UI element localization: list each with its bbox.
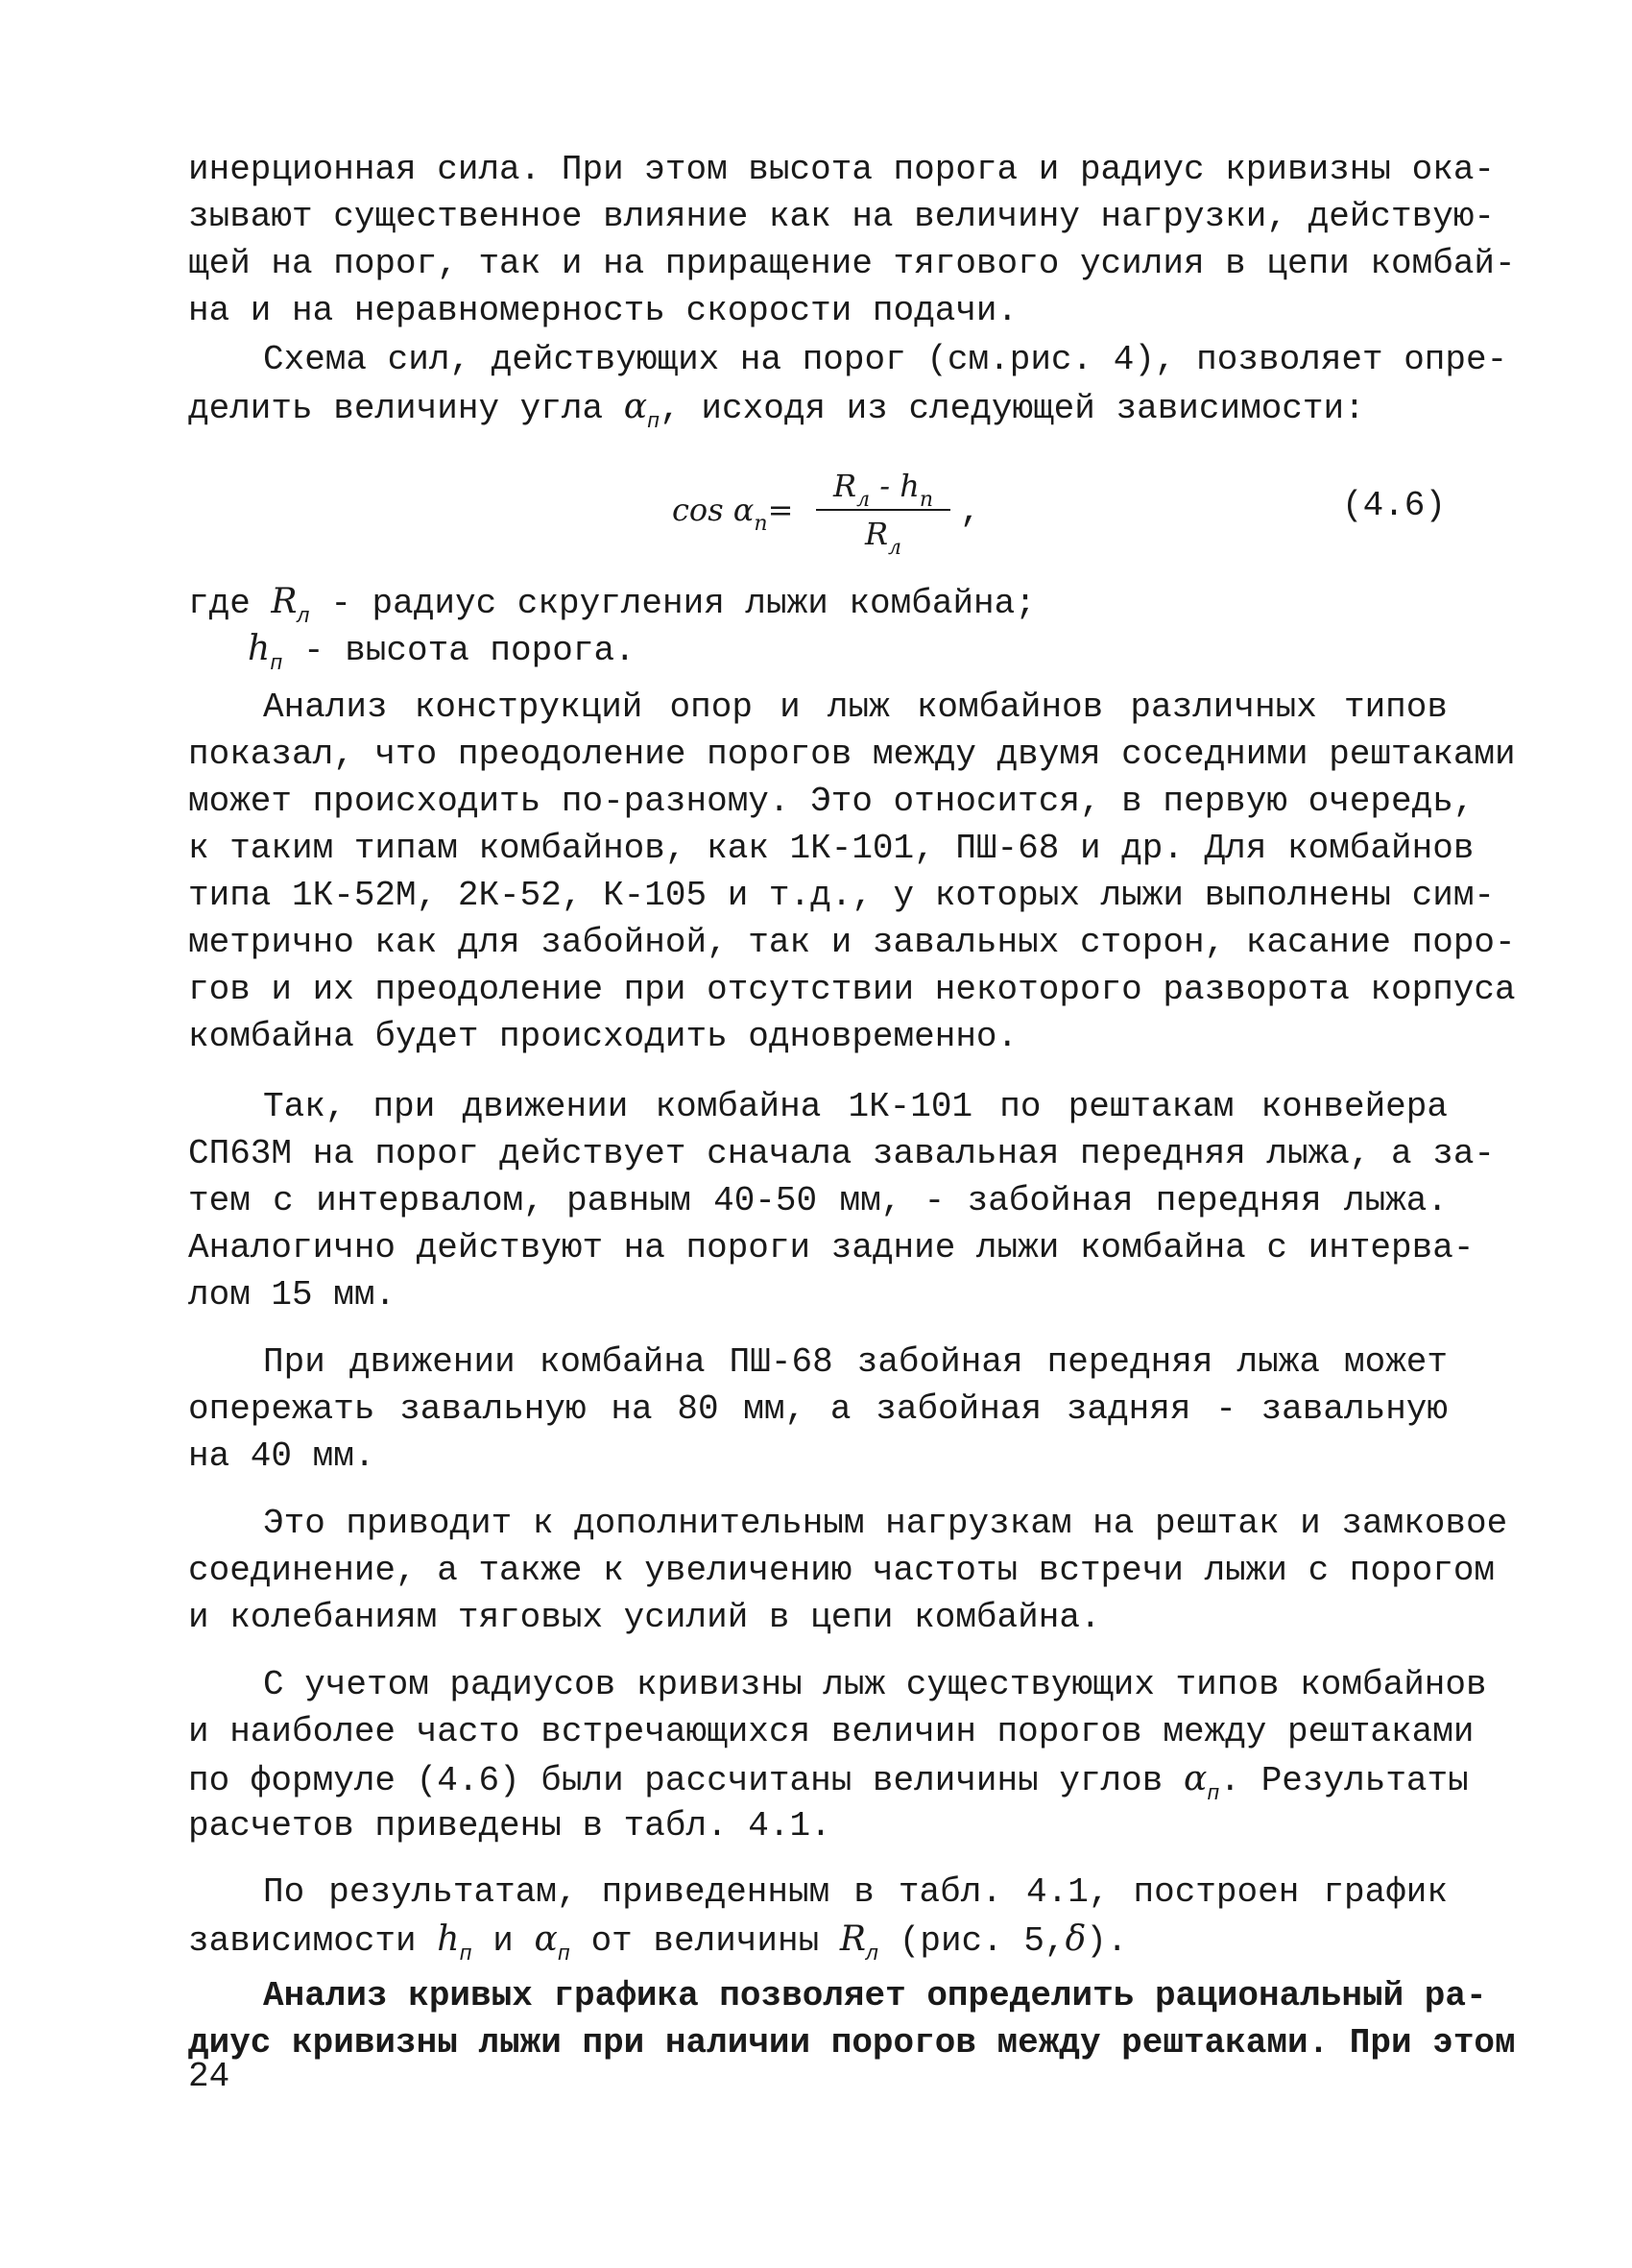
text-line: и наиболее часто встречающихся величин порогов между рештаками [188,1712,1475,1751]
definition-h [188,625,1036,676]
variable-definitions [188,578,1036,676]
alpha-symbol: α [1183,1759,1208,1798]
paragraph-7 [188,1661,1487,1849]
text-fragment: (рис. 5, [878,1921,1066,1961]
r-subscript: л [865,1942,879,1966]
text-line: гов и их преодоление при отсутствии некоторого разворота корпуса [188,970,1516,1009]
h-subscript: п [270,652,283,676]
formula-comma: , [960,492,981,531]
h-symbol: h [900,468,920,504]
paragraph-1 [188,146,1516,334]
h-symbol: h [248,629,271,668]
text-line [188,1755,1469,1806]
definition-text: - высота порога. [282,631,636,670]
text-fragment: зависимости [188,1921,438,1961]
text-line: комбайна будет происходить одновременно. [188,1017,1019,1056]
text-fragment: , исходя из следующей зависимости: [660,389,1365,428]
text-line: на 40 мм. [188,1436,375,1476]
text-line: и колебаниям тяговых усилий в цепи комбайна. [188,1598,1101,1637]
text-line: расчетов приведены в табл. 4.1. [188,1806,831,1846]
definition-text: - радиус скругления лыжи комбайна; [309,584,1036,623]
paragraph-5 [188,1339,1448,1480]
h-subscript: п [919,488,934,512]
text-line: С учетом радиусов кривизны лыж существующих типов комбайнов [263,1665,1487,1704]
paragraph-3 [188,684,1516,1060]
h-symbol: h [437,1919,460,1959]
text-line: Аналогично действуют на пороги задние лыжи комбайна с интерва- [188,1228,1475,1267]
alpha-subscript: п [754,512,768,536]
cos-label: cos [672,492,724,528]
definition-r [188,578,1036,629]
text-line: лом 15 мм. [188,1275,396,1315]
text-line: инерционная сила. При этом высота порога и радиус кривизны ока- [188,150,1496,189]
text-line: Схема сил, действующих на порог (см.рис. 4), позволяет опре- [263,340,1508,379]
r-symbol: R [832,468,857,504]
text-fragment: от величины [569,1921,840,1961]
alpha-symbol: α [623,387,647,426]
text-line [188,383,1448,434]
paragraph-4 [188,1083,1496,1318]
paragraph-2 [188,336,1508,434]
text-line: При движении комбайна ПШ-68 забойная передняя лыжа может [263,1342,1448,1382]
where-label: где [188,584,272,623]
text-line: соединение, а также к увеличению частоты встречи лыжи с порогом [188,1551,1496,1590]
text-fragment: . Результаты [1219,1761,1469,1800]
text-line: диус кривизны лыжи при наличии порогов между рештаками. При этом [188,2023,1516,2063]
alpha-symbol: α [732,492,755,528]
text-line: Так, при движении комбайна 1К-101 по рештакам конвейера [263,1087,1448,1126]
text-line: По результатам, приведенным в табл. 4.1, построен график [263,1872,1448,1912]
text-line: Это приводит к дополнительным нагрузкам на рештак и замковое [263,1504,1508,1543]
text-line: на и на неравномерность скорости подачи. [188,291,1019,330]
text-line: СП63М на порог действует сначала завальная передняя лыжа, а за- [188,1134,1496,1173]
paragraph-6 [188,1500,1508,1641]
text-line: может происходить по-разному. Это относится, в первую очередь, [188,782,1475,821]
alpha-symbol: α [534,1919,558,1959]
page-number: 24 [188,2057,230,2096]
r-subscript: л [856,488,871,512]
delta-symbol: δ [1065,1919,1087,1959]
text-line: показал, что преодоление порогов между двумя соседними рештаками [188,735,1516,774]
text-line: Анализ конструкций опор и лыж комбайнов различных типов [263,688,1448,727]
fraction-numerator [816,463,950,511]
r-symbol: R [839,1919,866,1959]
alpha-subscript: п [647,410,660,434]
text-fragment: делить величину угла [188,389,624,428]
paragraph-8 [188,1869,1448,1966]
h-subscript: п [459,1942,472,1966]
alpha-subscript: п [1207,1782,1220,1806]
text-line: типа 1К-52М, 2К-52, К-105 и т.д., у которых лыжи выполнены сим- [188,876,1496,915]
fraction-denominator [816,511,950,560]
text-line: тем с интервалом, равным 40-50 мм, - забойная передняя лыжа. [188,1181,1448,1220]
minus-sign: - [870,468,900,504]
r-subscript: л [888,536,902,560]
formula-fraction [816,463,950,560]
r-subscript: л [297,605,310,629]
text-line: зывают существенное влияние как на величину нагрузки, действую- [188,197,1496,236]
text-line: метрично как для забойной, так и завальных сторон, касание поро- [188,923,1516,962]
paragraph-9 [188,1972,1516,2066]
r-symbol: R [864,516,889,552]
r-symbol: R [271,582,298,621]
alpha-subscript: п [557,1942,570,1966]
text-line: щей на порог, так и на приращение тягового усилия в цепи комбай- [188,244,1516,283]
equals-sign: = [767,492,794,528]
text-fragment: и [471,1921,535,1961]
text-fragment: ). [1086,1921,1128,1961]
text-line: опережать завальную на 80 мм, а забойная задняя - завальную [188,1389,1448,1429]
equation-number: (4.6) [1342,486,1447,525]
text-line [188,1916,1448,1966]
text-fragment: по формуле (4.6) были рассчитаны величины углов [188,1761,1184,1800]
formula-lhs [672,492,793,536]
text-line: Анализ кривых графика позволяет определить рациональный ра- [263,1976,1487,2015]
text-line: к таким типам комбайнов, как 1К-101, ПШ-68 и др. Для комбайнов [188,829,1475,868]
